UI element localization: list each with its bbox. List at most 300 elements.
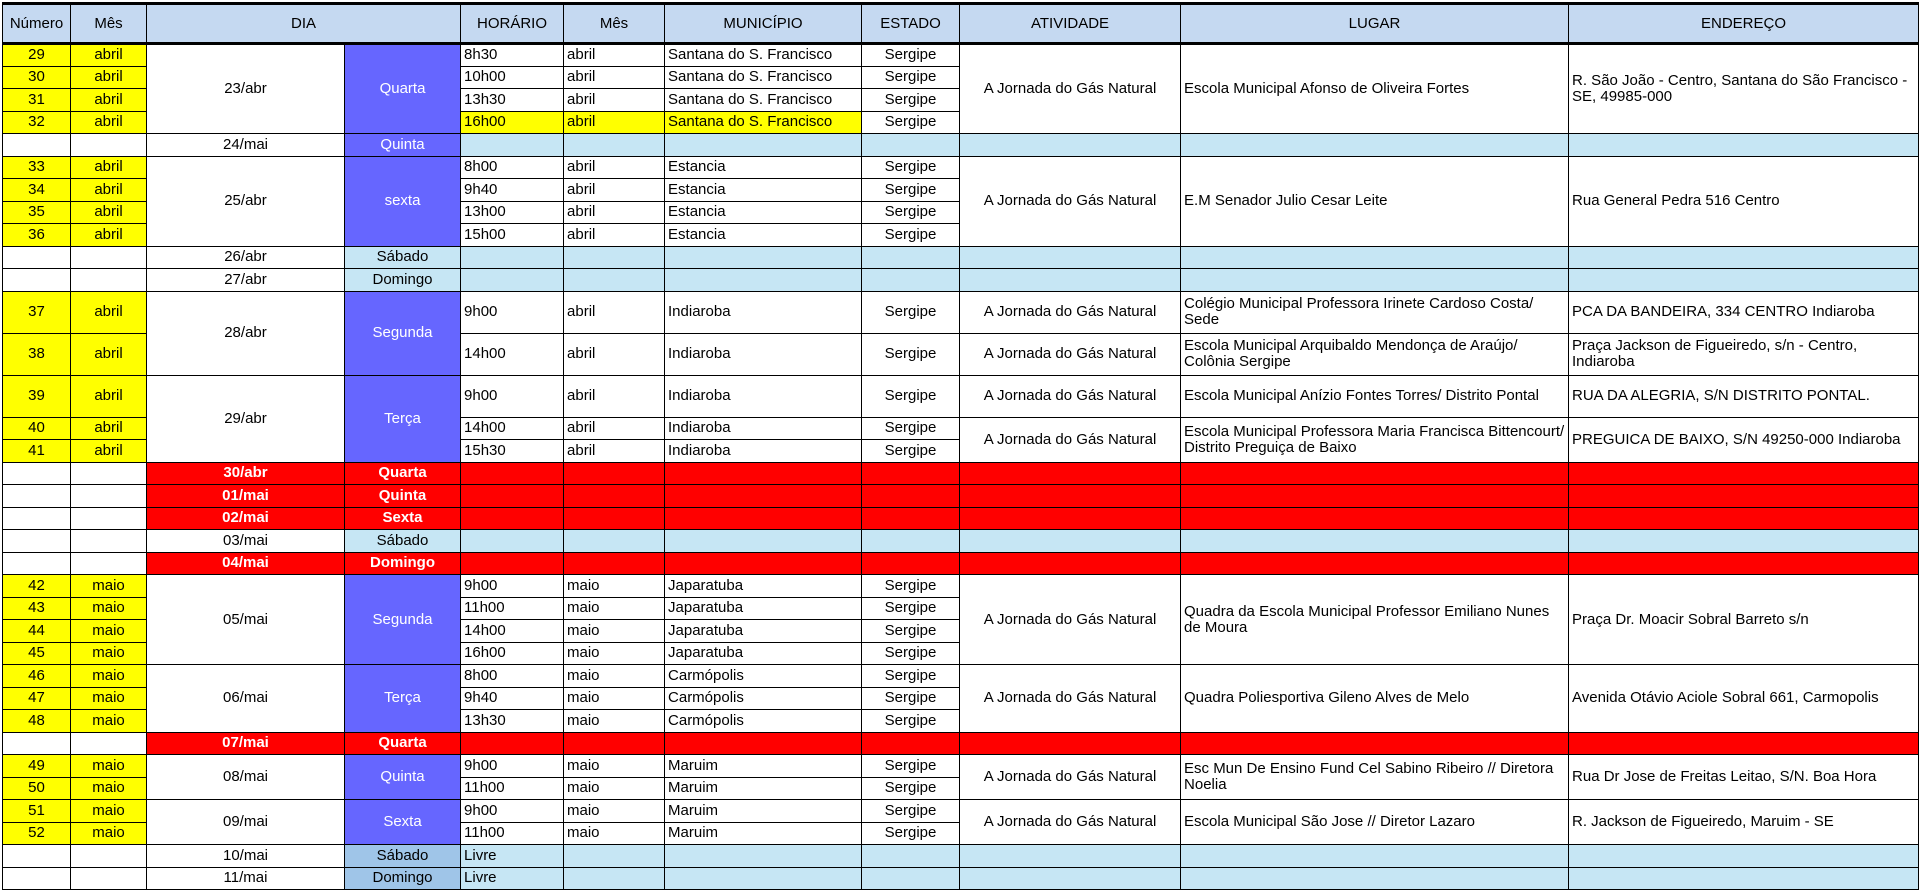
header-mes-2[interactable]: Mês: [564, 4, 665, 44]
cell-numero[interactable]: 32: [3, 111, 71, 134]
cell-atividade[interactable]: [960, 134, 1181, 157]
cell-estado[interactable]: Sergipe: [862, 179, 960, 202]
cell-horario[interactable]: 16h00: [461, 111, 564, 134]
cell-estado[interactable]: Sergipe: [862, 111, 960, 134]
cell-estado[interactable]: [862, 530, 960, 553]
cell-horario[interactable]: 8h00: [461, 665, 564, 688]
header-municipio[interactable]: MUNICÍPIO: [665, 4, 862, 44]
cell-estado[interactable]: Sergipe: [862, 66, 960, 89]
cell-mes[interactable]: abril: [71, 375, 147, 417]
cell-municipio[interactable]: Maruim: [665, 755, 862, 778]
cell-municipio[interactable]: Maruim: [665, 777, 862, 800]
cell-estado[interactable]: Sergipe: [862, 642, 960, 665]
cell-numero[interactable]: [3, 507, 71, 530]
cell-weekday[interactable]: Sábado: [345, 246, 461, 269]
cell-lugar[interactable]: [1181, 134, 1569, 157]
cell-mes[interactable]: abril: [71, 179, 147, 202]
cell-municipio[interactable]: Maruim: [665, 800, 862, 823]
cell-horario[interactable]: [461, 485, 564, 508]
cell-date[interactable]: 26/abr: [147, 246, 345, 269]
cell-date[interactable]: 04/mai: [147, 552, 345, 575]
cell-mes[interactable]: [71, 507, 147, 530]
cell-date[interactable]: 28/abr: [147, 291, 345, 375]
cell-numero[interactable]: [3, 134, 71, 157]
cell-numero[interactable]: 38: [3, 333, 71, 375]
cell-mes[interactable]: maio: [71, 822, 147, 845]
cell-weekday[interactable]: Sexta: [345, 800, 461, 845]
cell-municipio[interactable]: [665, 462, 862, 485]
cell-endereco[interactable]: Rua General Pedra 516 Centro: [1569, 156, 1919, 246]
cell-municipio[interactable]: [665, 552, 862, 575]
cell-weekday[interactable]: Sábado: [345, 530, 461, 553]
cell-atividade[interactable]: A Jornada do Gás Natural: [960, 44, 1181, 134]
cell-numero[interactable]: 52: [3, 822, 71, 845]
cell-weekday[interactable]: sexta: [345, 156, 461, 246]
cell-atividade[interactable]: [960, 732, 1181, 755]
cell-estado[interactable]: Sergipe: [862, 156, 960, 179]
cell-weekday[interactable]: Quarta: [345, 462, 461, 485]
cell-mes[interactable]: abril: [71, 417, 147, 440]
cell-atividade[interactable]: [960, 246, 1181, 269]
cell-endereco[interactable]: Praça Jackson de Figueiredo, s/n - Centro, Indiaroba: [1569, 333, 1919, 375]
cell-date[interactable]: 24/mai: [147, 134, 345, 157]
cell-estado[interactable]: Sergipe: [862, 575, 960, 598]
cell-municipio[interactable]: Santana do S. Francisco: [665, 44, 862, 67]
cell-mes-2[interactable]: [564, 462, 665, 485]
cell-mes-2[interactable]: [564, 845, 665, 868]
cell-municipio[interactable]: Estancia: [665, 224, 862, 247]
cell-estado[interactable]: Sergipe: [862, 687, 960, 710]
cell-lugar[interactable]: [1181, 246, 1569, 269]
cell-municipio[interactable]: Santana do S. Francisco: [665, 89, 862, 112]
cell-date[interactable]: 03/mai: [147, 530, 345, 553]
cell-atividade[interactable]: A Jornada do Gás Natural: [960, 800, 1181, 845]
cell-mes-2[interactable]: abril: [564, 291, 665, 333]
cell-numero[interactable]: [3, 552, 71, 575]
cell-date[interactable]: 05/mai: [147, 575, 345, 665]
cell-endereco[interactable]: [1569, 269, 1919, 292]
cell-mes[interactable]: maio: [71, 755, 147, 778]
cell-lugar[interactable]: Quadra Poliesportiva Gileno Alves de Melo: [1181, 665, 1569, 733]
cell-date[interactable]: 11/mai: [147, 867, 345, 890]
cell-estado[interactable]: Sergipe: [862, 710, 960, 733]
cell-atividade[interactable]: A Jornada do Gás Natural: [960, 291, 1181, 333]
cell-horario[interactable]: 9h00: [461, 375, 564, 417]
cell-mes[interactable]: [71, 867, 147, 890]
cell-mes[interactable]: [71, 530, 147, 553]
cell-horario[interactable]: 9h00: [461, 755, 564, 778]
cell-weekday[interactable]: Sexta: [345, 507, 461, 530]
cell-atividade[interactable]: [960, 530, 1181, 553]
cell-endereco[interactable]: [1569, 552, 1919, 575]
cell-estado[interactable]: [862, 462, 960, 485]
cell-municipio[interactable]: Indiaroba: [665, 440, 862, 463]
cell-mes[interactable]: [71, 462, 147, 485]
cell-numero[interactable]: 43: [3, 597, 71, 620]
header-numero[interactable]: Número: [3, 4, 71, 44]
cell-date[interactable]: 07/mai: [147, 732, 345, 755]
cell-mes[interactable]: abril: [71, 224, 147, 247]
cell-municipio[interactable]: Carmópolis: [665, 710, 862, 733]
cell-lugar[interactable]: [1181, 867, 1569, 890]
cell-date[interactable]: 10/mai: [147, 845, 345, 868]
cell-horario[interactable]: [461, 269, 564, 292]
cell-municipio[interactable]: Japaratuba: [665, 575, 862, 598]
cell-mes[interactable]: [71, 485, 147, 508]
cell-mes-2[interactable]: maio: [564, 642, 665, 665]
cell-horario[interactable]: 13h30: [461, 710, 564, 733]
cell-municipio[interactable]: Indiaroba: [665, 417, 862, 440]
cell-municipio[interactable]: Japaratuba: [665, 620, 862, 643]
cell-horario[interactable]: 10h00: [461, 66, 564, 89]
cell-date[interactable]: 29/abr: [147, 375, 345, 462]
cell-lugar[interactable]: Escola Municipal São Jose // Diretor Lazaro: [1181, 800, 1569, 845]
cell-numero[interactable]: [3, 462, 71, 485]
cell-estado[interactable]: Sergipe: [862, 417, 960, 440]
cell-estado[interactable]: [862, 246, 960, 269]
cell-estado[interactable]: [862, 507, 960, 530]
cell-weekday[interactable]: Quarta: [345, 732, 461, 755]
cell-weekday[interactable]: Terça: [345, 665, 461, 733]
cell-mes-2[interactable]: abril: [564, 179, 665, 202]
cell-horario[interactable]: 13h30: [461, 89, 564, 112]
cell-date[interactable]: 30/abr: [147, 462, 345, 485]
cell-estado[interactable]: Sergipe: [862, 44, 960, 67]
cell-lugar[interactable]: E.M Senador Julio Cesar Leite: [1181, 156, 1569, 246]
cell-mes-2[interactable]: maio: [564, 755, 665, 778]
cell-estado[interactable]: Sergipe: [862, 777, 960, 800]
cell-horario[interactable]: 8h00: [461, 156, 564, 179]
cell-mes[interactable]: maio: [71, 710, 147, 733]
cell-municipio[interactable]: [665, 246, 862, 269]
cell-mes[interactable]: abril: [71, 440, 147, 463]
cell-numero[interactable]: 35: [3, 201, 71, 224]
cell-lugar[interactable]: Escola Municipal Afonso de Oliveira Fortes: [1181, 44, 1569, 134]
cell-horario[interactable]: 9h40: [461, 687, 564, 710]
cell-mes-2[interactable]: abril: [564, 66, 665, 89]
cell-horario[interactable]: 14h00: [461, 620, 564, 643]
cell-mes[interactable]: [71, 134, 147, 157]
cell-horario[interactable]: 9h00: [461, 291, 564, 333]
cell-endereco[interactable]: Rua Dr Jose de Freitas Leitao, S/N. Boa Hora: [1569, 755, 1919, 800]
cell-mes-2[interactable]: [564, 552, 665, 575]
cell-mes-2[interactable]: abril: [564, 224, 665, 247]
cell-weekday[interactable]: Quarta: [345, 44, 461, 134]
cell-estado[interactable]: [862, 845, 960, 868]
cell-atividade[interactable]: [960, 552, 1181, 575]
cell-estado[interactable]: [862, 269, 960, 292]
cell-numero[interactable]: 48: [3, 710, 71, 733]
cell-estado[interactable]: Sergipe: [862, 597, 960, 620]
cell-numero[interactable]: 45: [3, 642, 71, 665]
cell-lugar[interactable]: [1181, 485, 1569, 508]
cell-municipio[interactable]: [665, 732, 862, 755]
cell-mes[interactable]: abril: [71, 291, 147, 333]
cell-atividade[interactable]: A Jornada do Gás Natural: [960, 665, 1181, 733]
cell-lugar[interactable]: Esc Mun De Ensino Fund Cel Sabino Ribeiro // Diretora Noelia: [1181, 755, 1569, 800]
cell-atividade[interactable]: A Jornada do Gás Natural: [960, 375, 1181, 417]
cell-date[interactable]: 27/abr: [147, 269, 345, 292]
cell-horario[interactable]: [461, 507, 564, 530]
cell-numero[interactable]: 31: [3, 89, 71, 112]
cell-estado[interactable]: [862, 552, 960, 575]
cell-horario[interactable]: 13h00: [461, 201, 564, 224]
cell-date[interactable]: 06/mai: [147, 665, 345, 733]
cell-endereco[interactable]: [1569, 732, 1919, 755]
cell-mes-2[interactable]: maio: [564, 687, 665, 710]
cell-numero[interactable]: 34: [3, 179, 71, 202]
cell-horario[interactable]: 11h00: [461, 822, 564, 845]
cell-date[interactable]: 25/abr: [147, 156, 345, 246]
cell-atividade[interactable]: [960, 462, 1181, 485]
cell-estado[interactable]: Sergipe: [862, 620, 960, 643]
cell-endereco[interactable]: [1569, 507, 1919, 530]
cell-atividade[interactable]: [960, 485, 1181, 508]
cell-weekday[interactable]: Segunda: [345, 575, 461, 665]
cell-date[interactable]: 08/mai: [147, 755, 345, 800]
cell-atividade[interactable]: A Jornada do Gás Natural: [960, 417, 1181, 462]
cell-municipio[interactable]: Carmópolis: [665, 687, 862, 710]
cell-estado[interactable]: [862, 134, 960, 157]
cell-numero[interactable]: 36: [3, 224, 71, 247]
header-mes[interactable]: Mês: [71, 4, 147, 44]
cell-numero[interactable]: 46: [3, 665, 71, 688]
cell-mes[interactable]: [71, 246, 147, 269]
cell-endereco[interactable]: [1569, 485, 1919, 508]
cell-lugar[interactable]: [1181, 552, 1569, 575]
cell-mes-2[interactable]: [564, 507, 665, 530]
cell-numero[interactable]: 49: [3, 755, 71, 778]
cell-weekday[interactable]: Quinta: [345, 134, 461, 157]
cell-mes[interactable]: maio: [71, 620, 147, 643]
cell-lugar[interactable]: Escola Municipal Anízio Fontes Torres/ Distrito Pontal: [1181, 375, 1569, 417]
cell-lugar[interactable]: Colégio Municipal Professora Irinete Cardoso Costa/ Sede: [1181, 291, 1569, 333]
cell-estado[interactable]: Sergipe: [862, 822, 960, 845]
cell-date[interactable]: 09/mai: [147, 800, 345, 845]
cell-weekday[interactable]: Segunda: [345, 291, 461, 375]
cell-atividade[interactable]: A Jornada do Gás Natural: [960, 755, 1181, 800]
cell-numero[interactable]: 47: [3, 687, 71, 710]
cell-endereco[interactable]: [1569, 246, 1919, 269]
header-endereco[interactable]: ENDEREÇO: [1569, 4, 1919, 44]
cell-lugar[interactable]: [1181, 530, 1569, 553]
cell-estado[interactable]: Sergipe: [862, 224, 960, 247]
cell-mes[interactable]: maio: [71, 665, 147, 688]
cell-numero[interactable]: [3, 732, 71, 755]
cell-mes-2[interactable]: [564, 867, 665, 890]
cell-mes-2[interactable]: abril: [564, 201, 665, 224]
cell-estado[interactable]: Sergipe: [862, 201, 960, 224]
cell-mes-2[interactable]: abril: [564, 156, 665, 179]
cell-municipio[interactable]: Maruim: [665, 822, 862, 845]
cell-mes[interactable]: abril: [71, 333, 147, 375]
cell-estado[interactable]: Sergipe: [862, 755, 960, 778]
cell-municipio[interactable]: [665, 134, 862, 157]
cell-estado[interactable]: Sergipe: [862, 333, 960, 375]
cell-mes[interactable]: abril: [71, 44, 147, 67]
cell-horario[interactable]: 9h00: [461, 800, 564, 823]
cell-horario[interactable]: 15h00: [461, 224, 564, 247]
cell-endereco[interactable]: Praça Dr. Moacir Sobral Barreto s/n: [1569, 575, 1919, 665]
cell-estado[interactable]: Sergipe: [862, 89, 960, 112]
cell-estado[interactable]: Sergipe: [862, 440, 960, 463]
cell-municipio[interactable]: Indiaroba: [665, 333, 862, 375]
cell-numero[interactable]: [3, 485, 71, 508]
cell-mes[interactable]: maio: [71, 777, 147, 800]
cell-mes-2[interactable]: [564, 732, 665, 755]
cell-mes-2[interactable]: maio: [564, 800, 665, 823]
cell-weekday[interactable]: Sábado: [345, 845, 461, 868]
cell-lugar[interactable]: [1181, 732, 1569, 755]
cell-horario[interactable]: 14h00: [461, 417, 564, 440]
cell-municipio[interactable]: Japaratuba: [665, 642, 862, 665]
cell-mes-2[interactable]: abril: [564, 44, 665, 67]
cell-horario[interactable]: 14h00: [461, 333, 564, 375]
cell-mes-2[interactable]: maio: [564, 822, 665, 845]
cell-weekday[interactable]: Quinta: [345, 485, 461, 508]
cell-numero[interactable]: 50: [3, 777, 71, 800]
cell-mes-2[interactable]: maio: [564, 710, 665, 733]
cell-numero[interactable]: [3, 269, 71, 292]
cell-lugar[interactable]: Escola Municipal Professora Maria Francisca Bittencourt/ Distrito Preguiça de Baixo: [1181, 417, 1569, 462]
cell-municipio[interactable]: Santana do S. Francisco: [665, 66, 862, 89]
cell-numero[interactable]: [3, 867, 71, 890]
cell-horario[interactable]: [461, 530, 564, 553]
cell-lugar[interactable]: [1181, 507, 1569, 530]
cell-mes[interactable]: maio: [71, 687, 147, 710]
cell-estado[interactable]: Sergipe: [862, 800, 960, 823]
cell-mes[interactable]: [71, 732, 147, 755]
cell-horario[interactable]: 8h30: [461, 44, 564, 67]
cell-estado[interactable]: Sergipe: [862, 291, 960, 333]
cell-numero[interactable]: 37: [3, 291, 71, 333]
cell-weekday[interactable]: Quinta: [345, 755, 461, 800]
cell-endereco[interactable]: R. Jackson de Figueiredo, Maruim - SE: [1569, 800, 1919, 845]
cell-mes-2[interactable]: abril: [564, 111, 665, 134]
cell-numero[interactable]: [3, 246, 71, 269]
cell-mes-2[interactable]: maio: [564, 665, 665, 688]
cell-horario[interactable]: 16h00: [461, 642, 564, 665]
cell-mes-2[interactable]: abril: [564, 333, 665, 375]
cell-mes-2[interactable]: maio: [564, 620, 665, 643]
cell-mes-2[interactable]: [564, 530, 665, 553]
cell-atividade[interactable]: A Jornada do Gás Natural: [960, 575, 1181, 665]
cell-numero[interactable]: [3, 845, 71, 868]
cell-mes-2[interactable]: [564, 485, 665, 508]
cell-mes[interactable]: [71, 845, 147, 868]
cell-numero[interactable]: 40: [3, 417, 71, 440]
cell-horario[interactable]: [461, 134, 564, 157]
cell-date[interactable]: 02/mai: [147, 507, 345, 530]
cell-mes-2[interactable]: maio: [564, 575, 665, 598]
cell-mes-2[interactable]: abril: [564, 440, 665, 463]
cell-numero[interactable]: 33: [3, 156, 71, 179]
cell-weekday[interactable]: Domingo: [345, 552, 461, 575]
cell-mes-2[interactable]: abril: [564, 375, 665, 417]
cell-lugar[interactable]: [1181, 269, 1569, 292]
cell-mes[interactable]: abril: [71, 156, 147, 179]
cell-municipio[interactable]: Carmópolis: [665, 665, 862, 688]
cell-endereco[interactable]: RUA DA ALEGRIA, S/N DISTRITO PONTAL.: [1569, 375, 1919, 417]
cell-numero[interactable]: 51: [3, 800, 71, 823]
cell-lugar[interactable]: [1181, 845, 1569, 868]
cell-endereco[interactable]: PCA DA BANDEIRA, 334 CENTRO Indiaroba: [1569, 291, 1919, 333]
cell-weekday[interactable]: Terça: [345, 375, 461, 462]
cell-endereco[interactable]: Avenida Otávio Aciole Sobral 661, Carmopolis: [1569, 665, 1919, 733]
cell-estado[interactable]: [862, 485, 960, 508]
cell-mes[interactable]: abril: [71, 89, 147, 112]
cell-municipio[interactable]: Estancia: [665, 201, 862, 224]
cell-mes-2[interactable]: [564, 134, 665, 157]
cell-municipio[interactable]: Indiaroba: [665, 291, 862, 333]
cell-horario[interactable]: [461, 462, 564, 485]
cell-numero[interactable]: 41: [3, 440, 71, 463]
cell-numero[interactable]: 44: [3, 620, 71, 643]
cell-municipio[interactable]: [665, 269, 862, 292]
cell-mes-2[interactable]: abril: [564, 417, 665, 440]
cell-atividade[interactable]: [960, 867, 1181, 890]
cell-atividade[interactable]: [960, 845, 1181, 868]
cell-horario[interactable]: [461, 732, 564, 755]
cell-municipio[interactable]: Estancia: [665, 156, 862, 179]
cell-numero[interactable]: 29: [3, 44, 71, 67]
cell-mes[interactable]: abril: [71, 201, 147, 224]
cell-horario[interactable]: 9h40: [461, 179, 564, 202]
cell-endereco[interactable]: PREGUICA DE BAIXO, S/N 49250-000 Indiaroba: [1569, 417, 1919, 462]
cell-municipio[interactable]: Indiaroba: [665, 375, 862, 417]
cell-mes[interactable]: [71, 552, 147, 575]
cell-numero[interactable]: 42: [3, 575, 71, 598]
cell-estado[interactable]: Sergipe: [862, 665, 960, 688]
header-estado[interactable]: ESTADO: [862, 4, 960, 44]
cell-municipio[interactable]: [665, 845, 862, 868]
cell-mes-2[interactable]: maio: [564, 597, 665, 620]
cell-municipio[interactable]: Estancia: [665, 179, 862, 202]
cell-municipio[interactable]: Japaratuba: [665, 597, 862, 620]
cell-mes[interactable]: [71, 269, 147, 292]
cell-horario[interactable]: [461, 552, 564, 575]
cell-date[interactable]: 23/abr: [147, 44, 345, 134]
cell-horario[interactable]: Livre: [461, 845, 564, 868]
cell-mes-2[interactable]: abril: [564, 89, 665, 112]
cell-numero[interactable]: 39: [3, 375, 71, 417]
cell-municipio[interactable]: [665, 485, 862, 508]
cell-municipio[interactable]: [665, 530, 862, 553]
cell-endereco[interactable]: [1569, 845, 1919, 868]
cell-municipio[interactable]: Santana do S. Francisco: [665, 111, 862, 134]
cell-mes-2[interactable]: [564, 246, 665, 269]
header-lugar[interactable]: LUGAR: [1181, 4, 1569, 44]
header-atividade[interactable]: ATIVIDADE: [960, 4, 1181, 44]
cell-endereco[interactable]: [1569, 867, 1919, 890]
cell-atividade[interactable]: [960, 507, 1181, 530]
cell-mes[interactable]: abril: [71, 66, 147, 89]
cell-mes-2[interactable]: maio: [564, 777, 665, 800]
header-dia[interactable]: DIA: [147, 4, 461, 44]
cell-weekday[interactable]: Domingo: [345, 867, 461, 890]
cell-endereco[interactable]: R. São João - Centro, Santana do São Francisco - SE, 49985-000: [1569, 44, 1919, 134]
cell-mes[interactable]: maio: [71, 800, 147, 823]
cell-horario[interactable]: 9h00: [461, 575, 564, 598]
cell-lugar[interactable]: Quadra da Escola Municipal Professor Emiliano Nunes de Moura: [1181, 575, 1569, 665]
cell-mes[interactable]: abril: [71, 111, 147, 134]
cell-lugar[interactable]: Escola Municipal Arquibaldo Mendonça de Araújo/ Colônia Sergipe: [1181, 333, 1569, 375]
cell-mes[interactable]: maio: [71, 597, 147, 620]
cell-municipio[interactable]: [665, 507, 862, 530]
cell-atividade[interactable]: [960, 269, 1181, 292]
cell-mes[interactable]: maio: [71, 575, 147, 598]
cell-mes[interactable]: maio: [71, 642, 147, 665]
